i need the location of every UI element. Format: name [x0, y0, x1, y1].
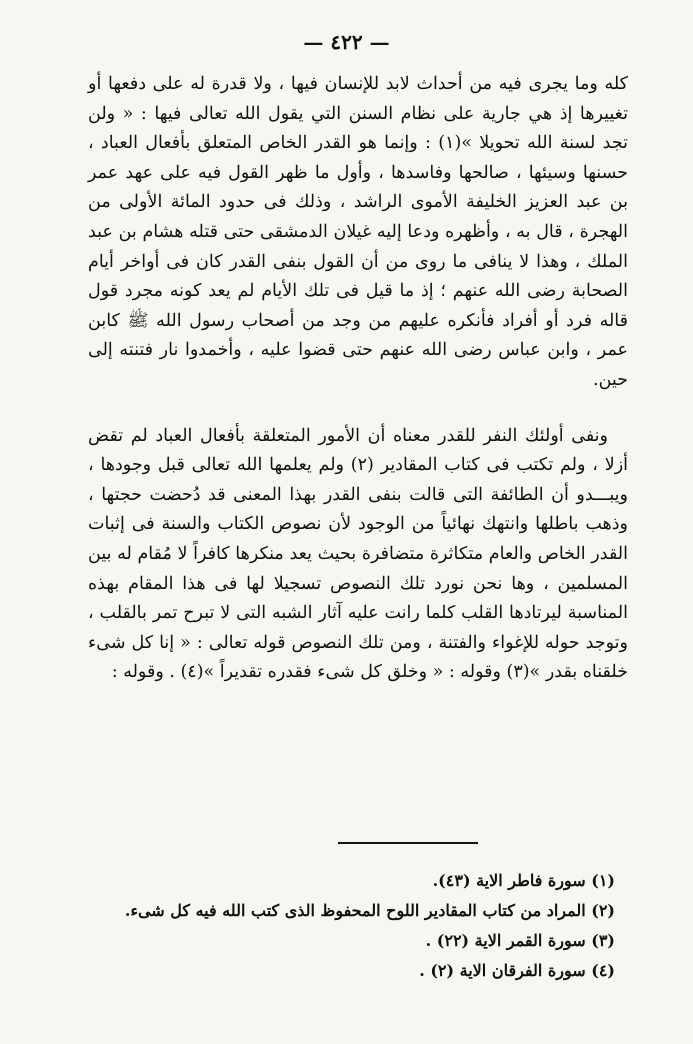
- paragraph-2: ونفى أولئك النفر للقدر معناه أن الأمور المتعلقة بأفعال العباد لم تقض أزلا ، ولم تكتب فى كتاب المقادير (٢) ولم يعلمها الله تعالى قبل وجودها ، ويبـــدو أن الطائفة التى قالت بنفى القدر بهذا المعنى قد دُحضت حجتها ، وذهب باطلها وانتهك نهائياً من الوجود لأن نصوص الكتاب والسنة فى إثبات القدر الخاص والعام متكاثرة متضافرة بحيث يعد منكرها كافراً لا مُقام له بين المسلمين ، وها نحن نورد تلك النصوص تسجيلا لها فى هذا المقام بهذه المناسبة ليرتادها القلب كلما رانت عليه آثار الشبه التى لا تبرح تمر بالقلب ، وتوجد حوله للإغواء والفتنة ، ومن تلك النصوص قوله تعالى : « إنا كل شىء خلقناه بقدر »(٣) وقوله : « وخلق كل شىء فقدره تقديراً »(٤) . وقوله :: [88, 425, 629, 683]
- footnotes: [95, 866, 615, 986]
- page-number: — ٤٢٢ —: [303, 30, 390, 54]
- main-text: [88, 70, 628, 688]
- footnote-2: (٢) المراد من كتاب المقادير اللوح المحفوظ الذى كتب الله فيه كل شىء.: [124, 901, 615, 920]
- footnote-4: (٤) سورة الفرقان الاية (٢) .: [419, 961, 615, 980]
- footnote-divider: [338, 842, 478, 844]
- footnote-3: (٣) سورة القمر الاية (٢٢) .: [425, 931, 615, 950]
- footnote-1: (١) سورة فاطر الاية (٤٣).: [432, 871, 615, 890]
- paragraph-1: كله وما يجرى فيه من أحداث لابد للإنسان فيها ، ولا قدرة له على دفعها أو تغييرها إذ هي جارية على نظام السنن التي يقول الله تعالى فيها : « ولن تجد لسنة الله تحويلا »(١) : وإنما هو القدر الخاص المتعلق بأفعال العباد ، حسنها وسيئها ، صالحها وفاسدها ، وأول ما ظهر القول فيه على عهد عمر بن عبد العزيز الخليفة الأموى الراشد ، وذلك فى حدود المائة الأولى من الهجرة ، قال به ، وأظهره ودعا إليه غيلان الدمشقى حتى قتله هشام بن عبد الملك ، وهذا لا ينافى ما روى من أن القول بنفى القدر كان فى أواخر أيام الصحابة رضى الله عنهم ؛ إذ ما قيل فى تلك الأيام لم يعد كونه مجرد قول قاله فرد أو أفراد فأنكره عليهم من وجد من أصحاب رسول الله ﷺ كابن عمر ، وابن عباس رضى الله عنهم حتى قضوا عليه ، وأخمدوا نار فتنته إلى حين.: [88, 74, 628, 390]
